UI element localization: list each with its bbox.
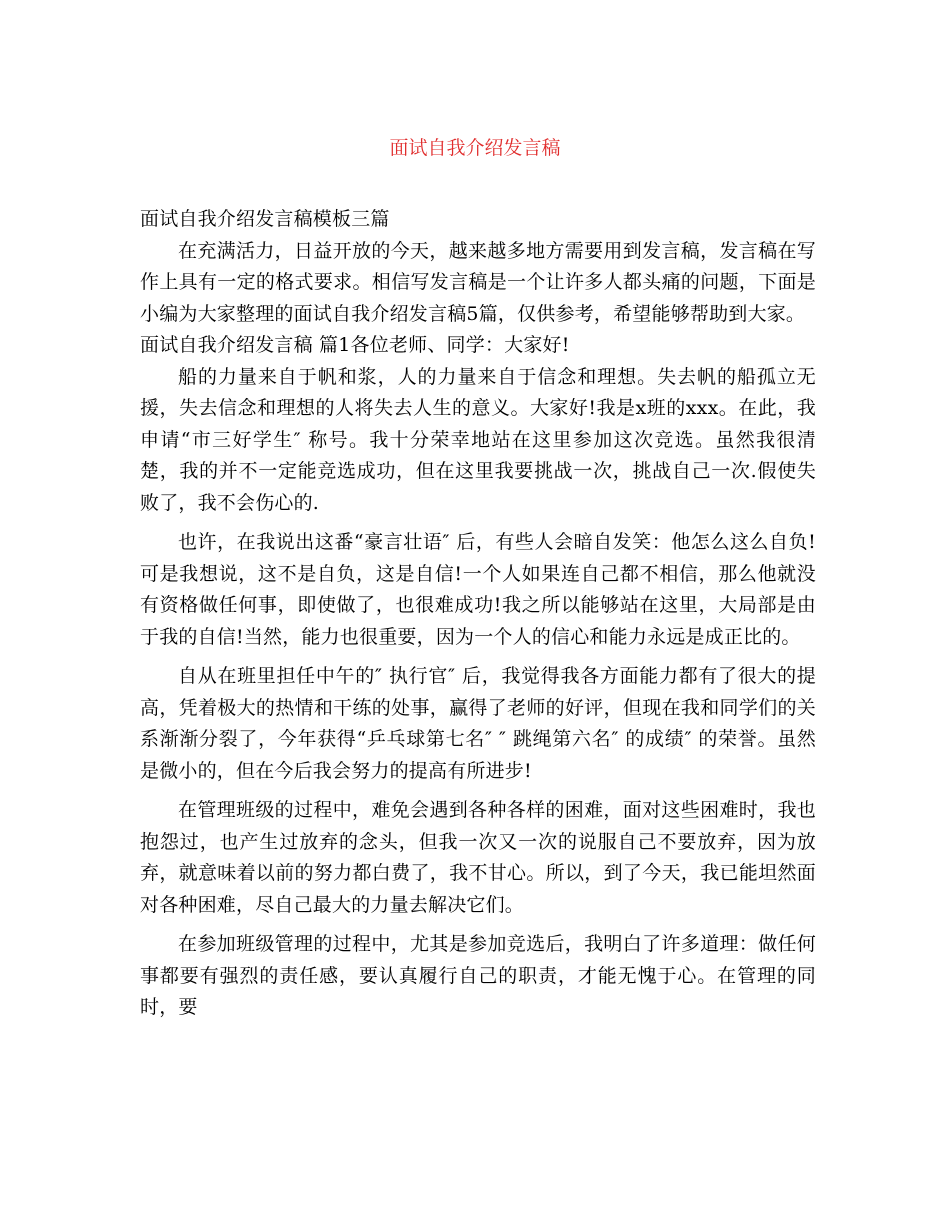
body-paragraph: 自从在班里担任中午的″ 执行官″ 后，我觉得我各方面能力都有了很大的提高，凭着极大的热情和干练的处事，赢得了老师的好评，但现在我和同学们的关系渐渐分裂了，今年获得“乒乓球第七名″ ″ 跳绳第六名″ 的成绩″ 的荣誉。虽然是微小的，但在今后我会努力的提高有所进步! xyxy=(140,665,816,782)
document-title: 面试自我介绍发言稿 xyxy=(389,137,561,159)
section-heading: 面试自我介绍发言稿 篇1各位老师、同学：大家好! xyxy=(140,334,570,356)
body-paragraph: 在参加班级管理的过程中，尤其是参加竞选后，我明白了许多道理：做任何事都要有强烈的责任感，要认真履行自己的职责，才能无愧于心。在管理的同时，要 xyxy=(140,933,816,1018)
intro-paragraph: 在充满活力，日益开放的今天，越来越多地方需要用到发言稿，发言稿在写作上具有一定的格式要求。相信写发言稿是一个让许多人都头痛的问题，下面是小编为大家整理的面试自我介绍发言稿5篇，仅供参考，希望能够帮助到大家。 xyxy=(140,239,816,325)
document-body xyxy=(140,204,816,1024)
body-paragraph: 船的力量来自于帆和浆，人的力量来自于信念和理想。失去帆的船孤立无援，失去信念和理想的人将失去人生的意义。大家好!我是x班的xxx。在此，我申请“市三好学生″ 称号。我十分荣幸地站在这里参加这次竞选。虽然我很清楚，我的并不一定能竞选成功，但在这里我要挑战一次，挑战自己一次.假使失败了，我不会伤心的. xyxy=(140,365,816,514)
subtitle: 面试自我介绍发言稿模板三篇 xyxy=(140,208,390,230)
body-paragraph: 在管理班级的过程中，难免会遇到各种各样的困难，面对这些困难时，我也抱怨过，也产生过放弃的念头，但我一次又一次的说服自己不要放弃，因为放弃，就意味着以前的努力都白费了，我不甘心。所以，到了今天，我已能坦然面对各种困难，尽自己最大的力量去解决它们。 xyxy=(140,799,816,916)
body-paragraph: 也许，在我说出这番“豪言壮语″ 后，有些人会暗自发笑：他怎么这么自负!可是我想说，这不是自负，这是自信!一个人如果连自己都不相信，那么他就没有资格做任何事，即使做了，也很难成功!我之所以能够站在这里，大局部是由于我的自信!当然，能力也很重要，因为一个人的信心和能力永远是成正比的。 xyxy=(140,531,816,648)
